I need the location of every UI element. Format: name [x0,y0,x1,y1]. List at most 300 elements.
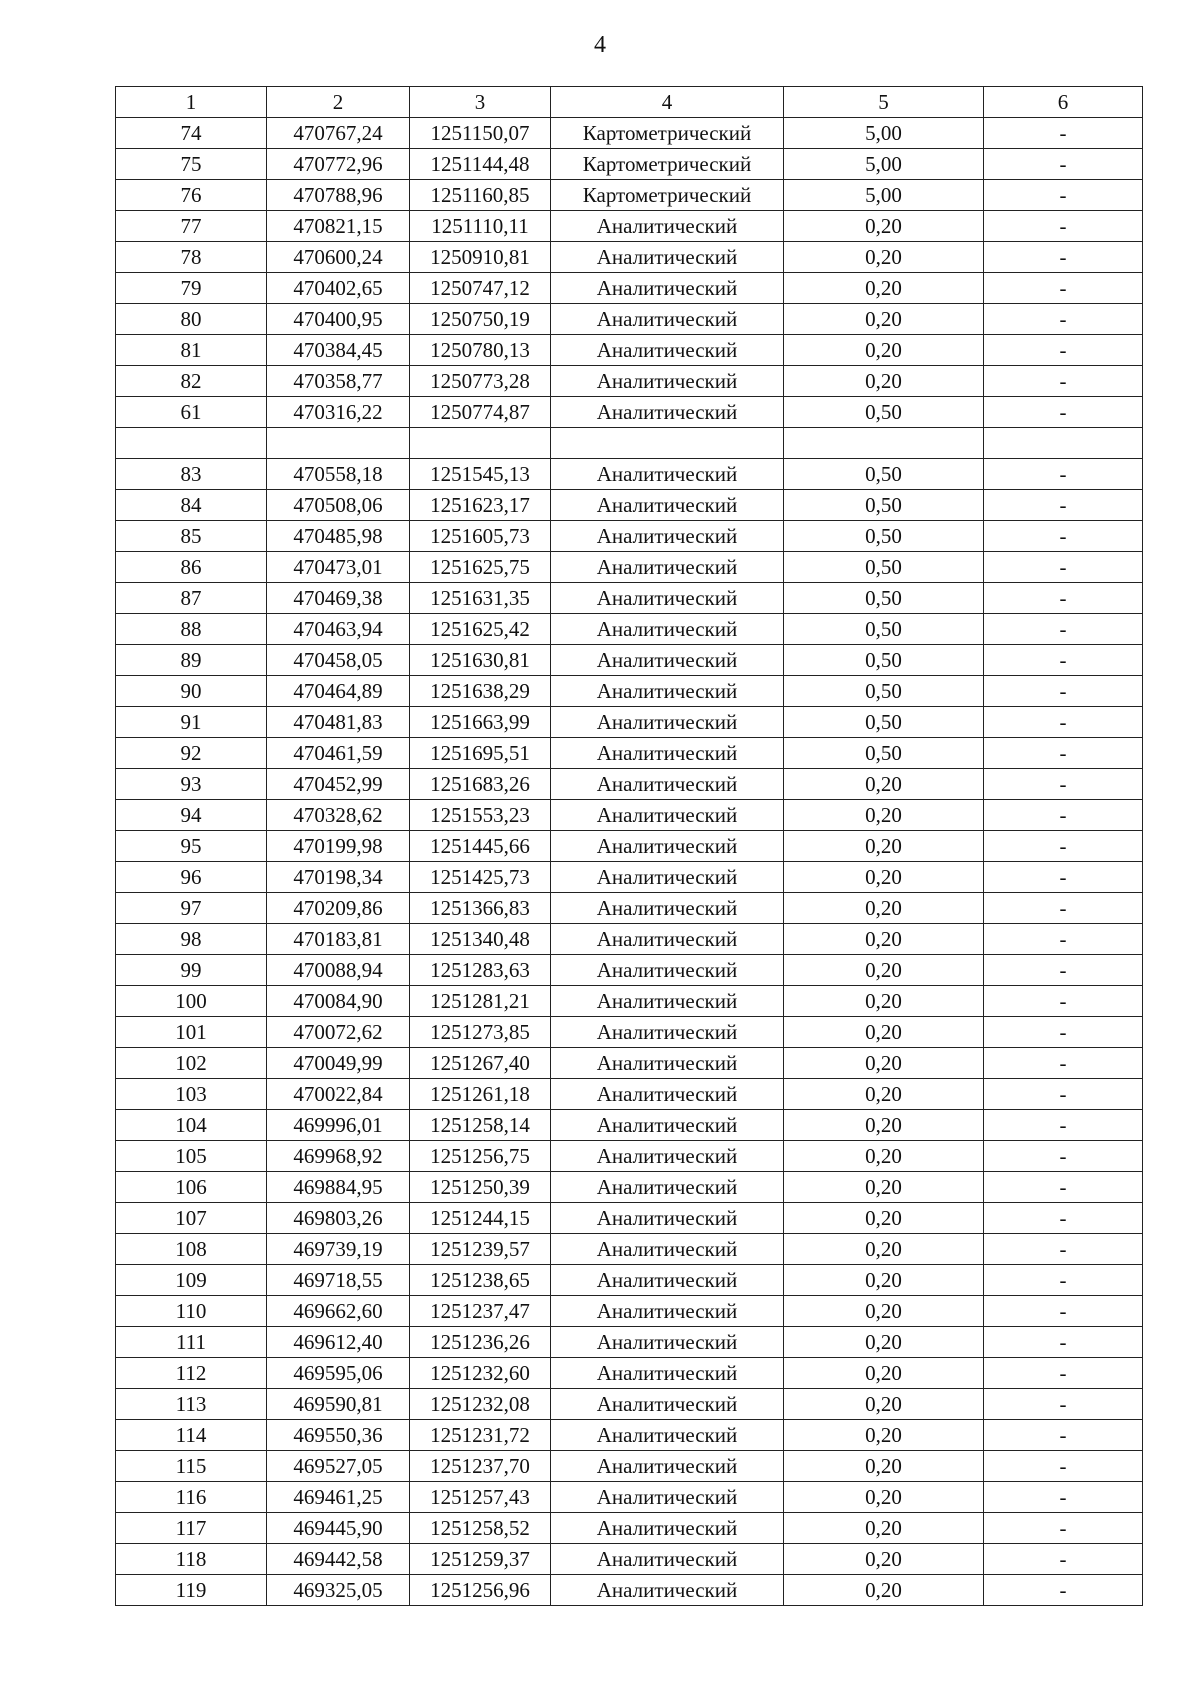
table-cell: 0,50 [784,521,984,552]
table-cell: - [984,1327,1143,1358]
table-cell: - [984,397,1143,428]
column-header: 4 [551,87,784,118]
table-cell: 470358,77 [267,366,410,397]
table-row [116,1482,1143,1513]
table-cell: Аналитический [551,304,784,335]
table-row [116,1203,1143,1234]
table-cell: 107 [116,1203,267,1234]
table-cell: 1251605,73 [410,521,551,552]
table-cell: Аналитический [551,1482,784,1513]
table-cell: 0,50 [784,397,984,428]
table-cell: Аналитический [551,831,784,862]
table-cell: 469442,58 [267,1544,410,1575]
table-cell: 0,20 [784,1172,984,1203]
table-row [116,893,1143,924]
table-cell: 470049,99 [267,1048,410,1079]
table-cell: - [984,335,1143,366]
table-cell: Аналитический [551,1079,784,1110]
table-cell: 1251110,11 [410,211,551,242]
table-cell: 0,20 [784,1513,984,1544]
table-row [116,1358,1143,1389]
table-cell: 1251545,13 [410,459,551,490]
table-cell: 94 [116,800,267,831]
table-cell [784,428,984,459]
table-cell: 469739,19 [267,1234,410,1265]
table-cell: 1251259,37 [410,1544,551,1575]
table-cell: 1251631,35 [410,583,551,614]
table-cell: 469884,95 [267,1172,410,1203]
table-cell: - [984,242,1143,273]
table-cell: - [984,924,1143,955]
table-cell: Аналитический [551,1420,784,1451]
table-cell: - [984,1296,1143,1327]
table-row [116,304,1143,335]
table-cell: - [984,614,1143,645]
table-row [116,1544,1143,1575]
table-row [116,1048,1143,1079]
table-cell: Аналитический [551,1265,784,1296]
table-cell: 105 [116,1141,267,1172]
table-cell: - [984,273,1143,304]
table-cell: Аналитический [551,1234,784,1265]
table-cell: - [984,738,1143,769]
table-row [116,676,1143,707]
table-row [116,1079,1143,1110]
table-cell: 470400,95 [267,304,410,335]
table-cell: 1251630,81 [410,645,551,676]
table-cell: - [984,552,1143,583]
table-cell: Аналитический [551,521,784,552]
table-cell: - [984,1544,1143,1575]
table-cell: 1251237,70 [410,1451,551,1482]
table-cell: 1251261,18 [410,1079,551,1110]
table-cell: 0,20 [784,211,984,242]
table-cell: 470558,18 [267,459,410,490]
table-cell: 0,20 [784,1327,984,1358]
table-cell: - [984,1451,1143,1482]
table-cell: - [984,1017,1143,1048]
table-cell [267,428,410,459]
table-cell: Аналитический [551,707,784,738]
table-cell: 469461,25 [267,1482,410,1513]
table-cell: 1251366,83 [410,893,551,924]
table-cell: 1251232,60 [410,1358,551,1389]
table-cell: - [984,211,1143,242]
table-cell: 75 [116,149,267,180]
table-cell: Аналитический [551,1327,784,1358]
table-cell: 469550,36 [267,1420,410,1451]
table-cell: Аналитический [551,1048,784,1079]
table-cell: - [984,955,1143,986]
table-cell: 469527,05 [267,1451,410,1482]
table-cell: 470481,83 [267,707,410,738]
table-cell: 1250780,13 [410,335,551,366]
table-cell: 470316,22 [267,397,410,428]
table-cell: 1251273,85 [410,1017,551,1048]
table-row [116,149,1143,180]
table-cell: 1251150,07 [410,118,551,149]
table-cell: 109 [116,1265,267,1296]
table-cell: 0,50 [784,459,984,490]
table-cell: 116 [116,1482,267,1513]
table-cell: 0,20 [784,304,984,335]
table-row [116,738,1143,769]
table-cell: Аналитический [551,211,784,242]
table-row [116,1141,1143,1172]
table-cell: - [984,1265,1143,1296]
table-cell: 0,20 [784,955,984,986]
table-header-row [116,87,1143,118]
table-cell: 0,20 [784,1575,984,1606]
table-row [116,1172,1143,1203]
table-cell: 0,50 [784,583,984,614]
table-cell: 470772,96 [267,149,410,180]
table-cell: Аналитический [551,924,784,955]
table-cell: - [984,1420,1143,1451]
table-cell: 117 [116,1513,267,1544]
table-cell: Аналитический [551,1203,784,1234]
table-row [116,1234,1143,1265]
table-cell: 0,20 [784,924,984,955]
table-row [116,273,1143,304]
table-cell: - [984,862,1143,893]
table-row [116,862,1143,893]
table-cell: Аналитический [551,1172,784,1203]
column-header: 2 [267,87,410,118]
table-cell: 1251425,73 [410,862,551,893]
table-cell: 1251232,08 [410,1389,551,1420]
table-cell: 1251258,14 [410,1110,551,1141]
table-cell: 470788,96 [267,180,410,211]
table-cell: Аналитический [551,459,784,490]
table-cell: Аналитический [551,1296,784,1327]
table-cell: 91 [116,707,267,738]
table-cell: 96 [116,862,267,893]
table-cell: 113 [116,1389,267,1420]
table-cell: 0,20 [784,1420,984,1451]
table-cell: Аналитический [551,490,784,521]
table-cell: 470452,99 [267,769,410,800]
table-row [116,1513,1143,1544]
table-cell: Аналитический [551,862,784,893]
table-cell [551,428,784,459]
table-cell: 5,00 [784,149,984,180]
table-cell: Аналитический [551,273,784,304]
table-cell: 1251256,75 [410,1141,551,1172]
table-cell: 470767,24 [267,118,410,149]
table-cell: 0,50 [784,707,984,738]
table-cell: 1251258,52 [410,1513,551,1544]
table-cell: - [984,1358,1143,1389]
table-cell: 470328,62 [267,800,410,831]
table-cell: 0,20 [784,335,984,366]
table-cell: 470209,86 [267,893,410,924]
table-cell: 1251683,26 [410,769,551,800]
table-cell: 1251281,21 [410,986,551,1017]
table-cell: 469662,60 [267,1296,410,1327]
table-cell: 61 [116,397,267,428]
table-cell: 1250910,81 [410,242,551,273]
table-cell: 1251144,48 [410,149,551,180]
table-cell: 1251695,51 [410,738,551,769]
table-cell: Аналитический [551,800,784,831]
table-row [116,1265,1143,1296]
table-cell: 0,20 [784,1017,984,1048]
table-cell: Аналитический [551,583,784,614]
column-header: 1 [116,87,267,118]
table-cell: 1250747,12 [410,273,551,304]
table-row [116,1389,1143,1420]
table-cell: Аналитический [551,1358,784,1389]
table-row [116,211,1143,242]
table-cell: Картометрический [551,149,784,180]
table-cell: Аналитический [551,366,784,397]
table-cell: 92 [116,738,267,769]
coordinates-table [115,86,1143,1606]
table-cell: 470022,84 [267,1079,410,1110]
table-cell: 5,00 [784,180,984,211]
table-cell: - [984,1048,1143,1079]
table-cell: 469718,55 [267,1265,410,1296]
table-cell: Картометрический [551,118,784,149]
table-cell: 470384,45 [267,335,410,366]
table-cell: 97 [116,893,267,924]
table-cell: - [984,1110,1143,1141]
table-cell: - [984,1513,1143,1544]
table-cell: 1250774,87 [410,397,551,428]
table-cell: 1251623,17 [410,490,551,521]
table-cell: - [984,986,1143,1017]
table-cell: 1251237,47 [410,1296,551,1327]
table-cell: 99 [116,955,267,986]
table-cell: 0,20 [784,893,984,924]
table-cell: 470464,89 [267,676,410,707]
table-cell: - [984,707,1143,738]
table-row [116,1420,1143,1451]
table-cell: 0,50 [784,552,984,583]
table-cell: 470084,90 [267,986,410,1017]
table-cell: Аналитический [551,614,784,645]
page-number: 4 [594,32,606,58]
table-cell: - [984,304,1143,335]
table-cell: - [984,1172,1143,1203]
table-cell: - [984,1389,1143,1420]
table-cell: 98 [116,924,267,955]
table-cell: - [984,676,1143,707]
table-cell: 112 [116,1358,267,1389]
table-cell: 470821,15 [267,211,410,242]
table-row [116,1575,1143,1606]
table-cell: Аналитический [551,1389,784,1420]
table-cell: - [984,1141,1143,1172]
table-cell: 470199,98 [267,831,410,862]
table-cell: 5,00 [784,118,984,149]
table-cell: 90 [116,676,267,707]
table-row [116,242,1143,273]
table-row [116,118,1143,149]
table-cell: 0,20 [784,1389,984,1420]
table-cell: - [984,1482,1143,1513]
table-cell: 0,20 [784,1203,984,1234]
column-header: 3 [410,87,551,118]
table-cell: 0,20 [784,273,984,304]
table-cell: 95 [116,831,267,862]
table-cell: 82 [116,366,267,397]
table-cell: 0,20 [784,1110,984,1141]
table-cell: 100 [116,986,267,1017]
table-cell: 0,20 [784,1451,984,1482]
table-cell: 80 [116,304,267,335]
table-cell: 0,20 [784,1265,984,1296]
table-cell: 470458,05 [267,645,410,676]
table-cell: 1251160,85 [410,180,551,211]
table-cell: 0,20 [784,1482,984,1513]
table-cell: 0,20 [784,1296,984,1327]
table-cell [116,428,267,459]
table-cell: 470473,01 [267,552,410,583]
table-cell: 1251553,23 [410,800,551,831]
table-cell: 87 [116,583,267,614]
table-cell: 470198,34 [267,862,410,893]
table-cell: Аналитический [551,769,784,800]
table-cell: 469325,05 [267,1575,410,1606]
table-row [116,552,1143,583]
table-cell: 470183,81 [267,924,410,955]
table-cell: 469595,06 [267,1358,410,1389]
table-cell: 77 [116,211,267,242]
table-cell: Аналитический [551,1451,784,1482]
table-cell: 78 [116,242,267,273]
table-cell: 1251340,48 [410,924,551,955]
column-header: 5 [784,87,984,118]
table-cell: 1251239,57 [410,1234,551,1265]
table-row [116,521,1143,552]
table-cell: 470600,24 [267,242,410,273]
table-cell: - [984,490,1143,521]
table-cell: - [984,1575,1143,1606]
table-cell: Аналитический [551,1017,784,1048]
table-row [116,583,1143,614]
table-cell: - [984,800,1143,831]
table-cell: Аналитический [551,986,784,1017]
table-cell: Аналитический [551,1141,784,1172]
table-cell: 1250750,19 [410,304,551,335]
table-row [116,490,1143,521]
table-cell: 103 [116,1079,267,1110]
table-cell: 0,20 [784,800,984,831]
table-cell: 0,20 [784,1141,984,1172]
table-row [116,1327,1143,1358]
table-cell: 115 [116,1451,267,1482]
table-cell: - [984,769,1143,800]
table-cell: 0,20 [784,1544,984,1575]
table-cell: 83 [116,459,267,490]
table-row [116,986,1143,1017]
table-cell: - [984,149,1143,180]
table-row [116,1451,1143,1482]
table-cell: 0,20 [784,769,984,800]
table-cell: 0,20 [784,1079,984,1110]
table-cell: 89 [116,645,267,676]
table-cell: Аналитический [551,1544,784,1575]
table-cell: 0,20 [784,986,984,1017]
table-cell: Аналитический [551,1110,784,1141]
table-cell: - [984,1203,1143,1234]
table-cell: 470461,59 [267,738,410,769]
table-cell: 1251238,65 [410,1265,551,1296]
table-row [116,428,1143,459]
table-cell: 1251283,63 [410,955,551,986]
table-cell: 469803,26 [267,1203,410,1234]
table-cell: 0,20 [784,831,984,862]
table-cell: 470088,94 [267,955,410,986]
table-cell: 118 [116,1544,267,1575]
table-row [116,955,1143,986]
table-cell: 1251625,42 [410,614,551,645]
table-cell: 88 [116,614,267,645]
table-cell: 469612,40 [267,1327,410,1358]
table-cell: 1251231,72 [410,1420,551,1451]
table-cell: 0,50 [784,676,984,707]
table-cell: 104 [116,1110,267,1141]
table-cell: 470402,65 [267,273,410,304]
table-cell: Аналитический [551,397,784,428]
table-cell: 0,50 [784,614,984,645]
table-row [116,769,1143,800]
table-row [116,645,1143,676]
table-cell: 470485,98 [267,521,410,552]
table-cell: 0,20 [784,1358,984,1389]
table-cell: 84 [116,490,267,521]
table-cell: Аналитический [551,1575,784,1606]
table-cell: 86 [116,552,267,583]
table-cell: 469968,92 [267,1141,410,1172]
table-cell: 81 [116,335,267,366]
table-cell: 76 [116,180,267,211]
table-cell: 1251663,99 [410,707,551,738]
table-cell: - [984,583,1143,614]
table-cell: 1251625,75 [410,552,551,583]
table-cell: - [984,459,1143,490]
table-cell: - [984,521,1143,552]
table-cell: 101 [116,1017,267,1048]
table-cell: 470463,94 [267,614,410,645]
table-cell: 85 [116,521,267,552]
table-cell: 1251236,26 [410,1327,551,1358]
table-cell: Аналитический [551,1513,784,1544]
table-cell [410,428,551,459]
table-cell: 470508,06 [267,490,410,521]
table-cell: 79 [116,273,267,304]
table-cell: 119 [116,1575,267,1606]
table-cell: 114 [116,1420,267,1451]
table-cell: 106 [116,1172,267,1203]
table-cell: - [984,1079,1143,1110]
table-cell: 1250773,28 [410,366,551,397]
table-cell: 1251267,40 [410,1048,551,1079]
table-row [116,397,1143,428]
table-cell: Аналитический [551,738,784,769]
table-row [116,459,1143,490]
table-cell: 108 [116,1234,267,1265]
table-cell: 0,20 [784,862,984,893]
table-cell: 1251244,15 [410,1203,551,1234]
table-row [116,924,1143,955]
table-cell: 469590,81 [267,1389,410,1420]
column-header: 6 [984,87,1143,118]
table-row [116,1110,1143,1141]
table-cell: Аналитический [551,335,784,366]
